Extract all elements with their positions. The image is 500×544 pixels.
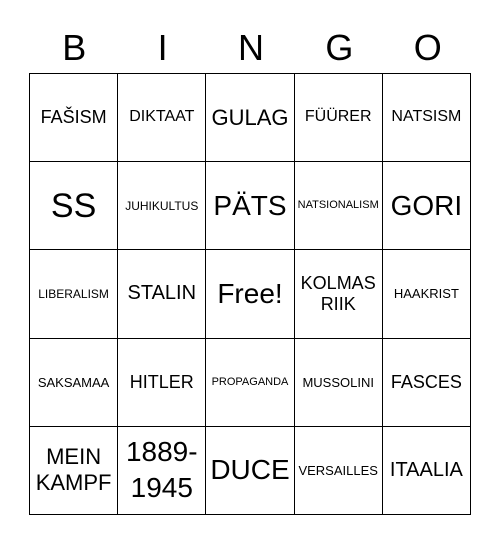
bingo-cell: KOLMAS RIIK xyxy=(295,250,383,338)
header-letter-g: G xyxy=(325,27,354,68)
bingo-cell: MUSSOLINI xyxy=(295,339,383,427)
bingo-cell: FASCES xyxy=(383,339,471,427)
bingo-cell: MEIN KAMPF xyxy=(30,427,118,515)
bingo-header xyxy=(30,22,472,74)
bingo-cell: 1889-1945 xyxy=(118,427,206,515)
bingo-cell: PÄTS xyxy=(206,162,294,250)
bingo-cell: STALIN xyxy=(118,250,206,338)
free-space: Free! xyxy=(206,250,294,338)
bingo-cell: VERSAILLES xyxy=(295,427,383,515)
bingo-cell: LIBERALISM xyxy=(30,250,118,338)
bingo-cell: PROPAGANDA xyxy=(206,339,294,427)
bingo-cell: DUCE xyxy=(206,427,294,515)
bingo-cell: FAŠISM xyxy=(30,74,118,162)
bingo-cell: GULAG xyxy=(206,74,294,162)
bingo-cell: FÜÜRER xyxy=(295,74,383,162)
bingo-cell: SS xyxy=(30,162,118,250)
bingo-board xyxy=(29,73,471,515)
bingo-cell: ITAALIA xyxy=(383,427,471,515)
header-letter-i: I xyxy=(157,27,168,68)
bingo-cell: HAAKRIST xyxy=(383,250,471,338)
header-letter-o: O xyxy=(413,27,442,68)
bingo-cell: NATSIONALISM xyxy=(295,162,383,250)
bingo-cell: NATSISM xyxy=(383,74,471,162)
bingo-cell: DIKTAAT xyxy=(118,74,206,162)
bingo-cell: JUHIKULTUS xyxy=(118,162,206,250)
header-letter-n: N xyxy=(237,27,264,68)
bingo-cell: GORI xyxy=(383,162,471,250)
header-letter-b: B xyxy=(62,27,87,68)
bingo-cell: SAKSAMAA xyxy=(30,339,118,427)
bingo-cell: HITLER xyxy=(118,339,206,427)
